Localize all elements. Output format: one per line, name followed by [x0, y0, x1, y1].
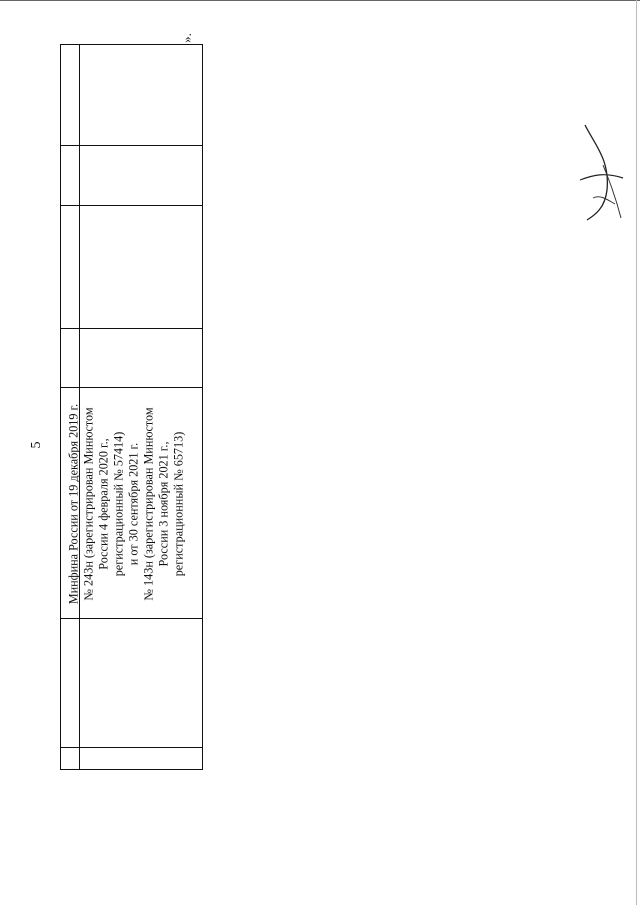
table-row-divider	[61, 205, 202, 206]
cell-text-rotated	[66, 391, 201, 616]
cell-line: регистрационный № 65713)	[171, 431, 185, 576]
document-table	[60, 44, 203, 770]
scan-right-edge	[636, 0, 637, 905]
cell-line: и от 30 сентября 2021 г.	[126, 442, 140, 565]
handwritten-signature-icon	[575, 120, 630, 230]
table-row-divider	[61, 145, 202, 146]
cell-line: России 4 февраля 2020 г.,	[96, 437, 110, 570]
table-cell-legal-reference	[66, 391, 201, 616]
cell-line: России 3 ноября 2021 г.,	[156, 441, 170, 566]
cell-line: № 143н (зарегистрирован Минюстом	[141, 406, 155, 601]
table-row-divider	[61, 747, 202, 748]
table-row-divider	[61, 618, 202, 619]
closing-quote-mark: ».	[178, 33, 194, 43]
cell-line: Минфина России от 19 декабря 2019 г.	[66, 403, 80, 604]
page-number: 5	[29, 441, 44, 449]
table-row-divider	[61, 328, 202, 329]
cell-line: регистрационный № 57414)	[111, 431, 125, 576]
scan-top-edge	[0, 0, 640, 1]
table-row-divider	[61, 387, 202, 388]
cell-line: № 243н (зарегистрирован Минюстом	[81, 406, 95, 601]
